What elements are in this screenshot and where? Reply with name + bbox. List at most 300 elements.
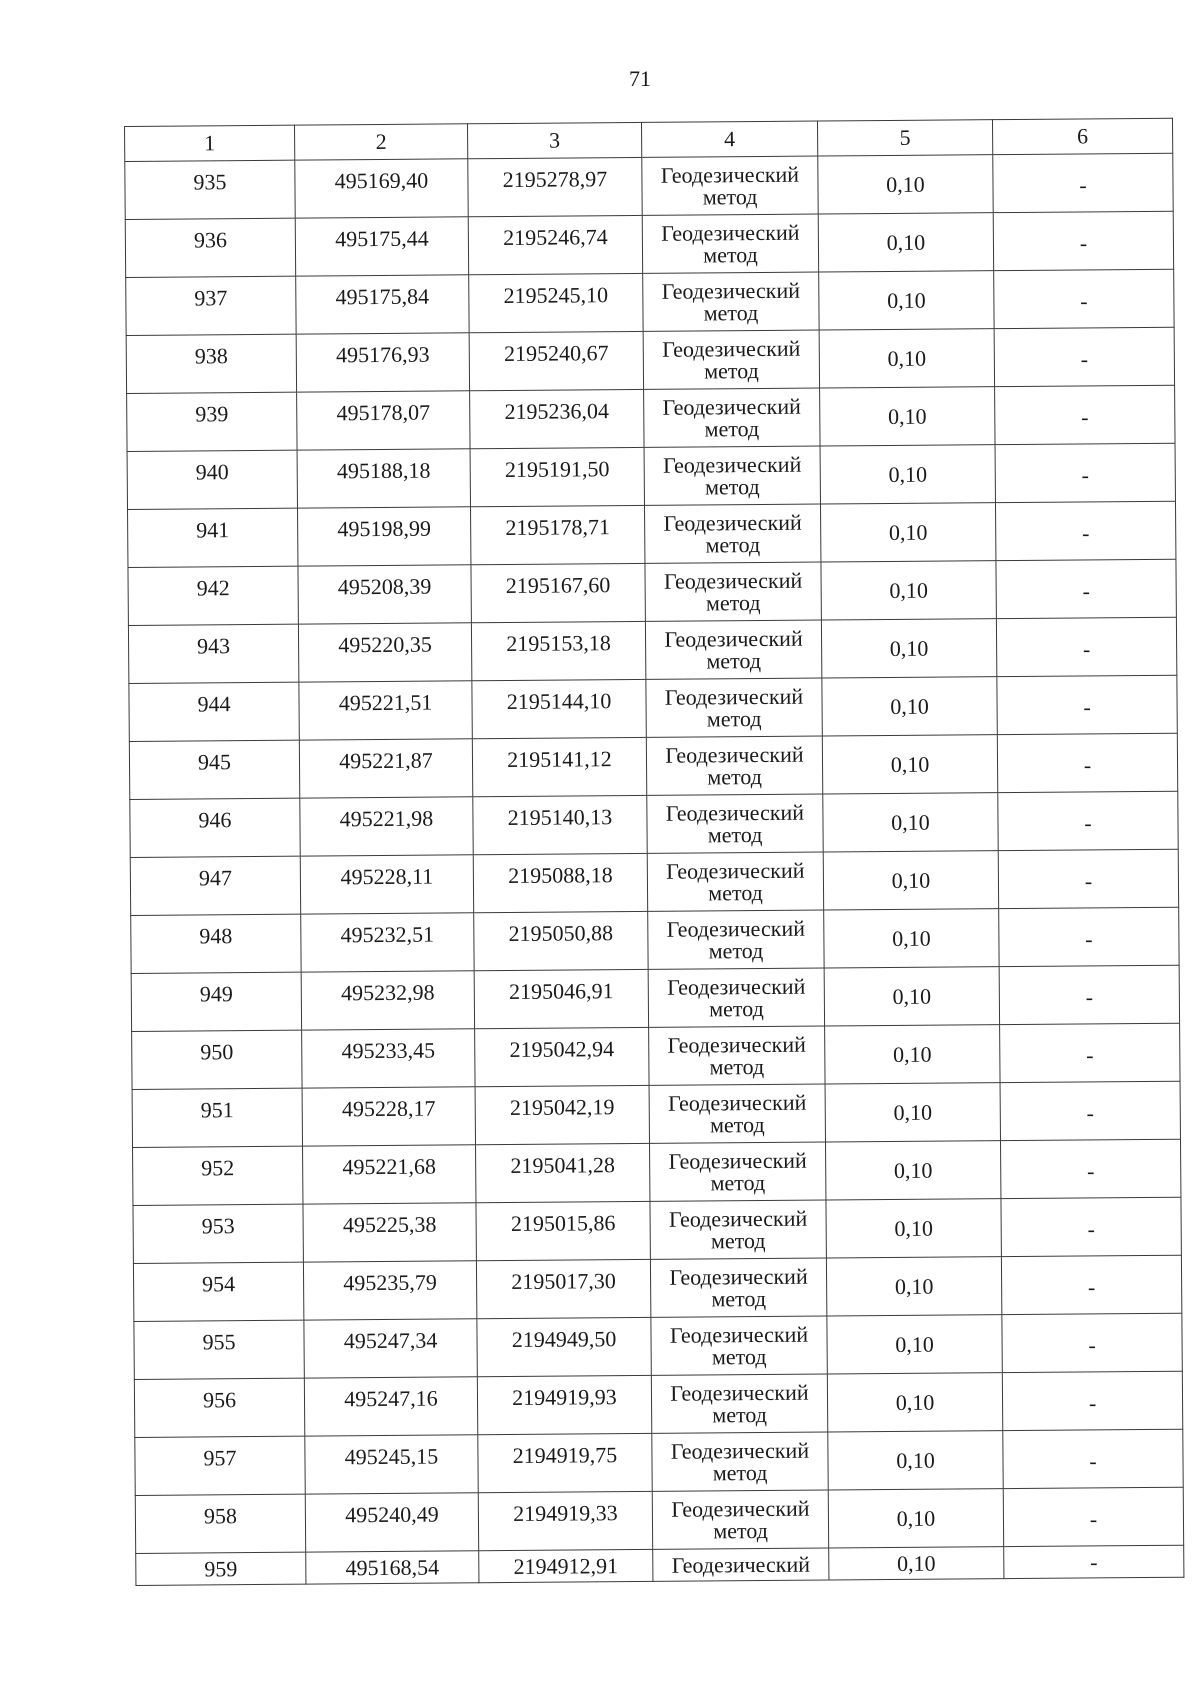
note-value: -: [1086, 1157, 1095, 1183]
method-line-2: метод: [706, 705, 762, 731]
method-line-2: метод: [705, 589, 761, 615]
note-cell: [998, 791, 1178, 850]
method-cell: [644, 504, 820, 563]
x-coordinate-cell: [302, 1029, 475, 1088]
accuracy-cell: [822, 735, 997, 794]
accuracy-value: 0,10: [892, 1041, 932, 1067]
y-coordinate: 2194919,93: [512, 1383, 617, 1410]
y-coordinate: 2195153,18: [506, 629, 611, 656]
y-coordinate-cell: [473, 795, 647, 854]
x-coordinate: 495175,44: [335, 225, 429, 251]
accuracy-cell: [826, 1141, 1001, 1200]
y-coordinate: 2195144,10: [506, 687, 612, 714]
method-line-1: Геодезический: [662, 393, 801, 420]
note-value: -: [1081, 461, 1090, 487]
method-cell: [651, 1316, 827, 1375]
accuracy-cell: [818, 155, 993, 214]
point-number-cell: [130, 798, 300, 857]
accuracy-value: 0,10: [886, 229, 926, 255]
method-cell: [643, 272, 819, 331]
accuracy-cell: [827, 1373, 1002, 1432]
note-value: -: [1082, 635, 1091, 661]
point-number-cell: [125, 218, 295, 277]
method-cell: [643, 330, 819, 389]
accuracy-value: 0,10: [896, 1505, 936, 1531]
x-coordinate: 495168,54: [306, 1551, 479, 1584]
method-line-2: метод: [703, 299, 759, 325]
point-number-cell: [135, 1494, 305, 1553]
y-coordinate: 2195245,10: [503, 281, 609, 308]
x-coordinate: 495247,16: [344, 1385, 438, 1411]
y-coordinate: 2195240,67: [503, 339, 609, 366]
method-cell: [646, 678, 822, 737]
table-row: [129, 675, 1177, 741]
point-number: 950: [200, 1038, 234, 1064]
note-cell: [1000, 1023, 1180, 1082]
note-cell: [994, 327, 1174, 386]
method-line-2: метод: [703, 241, 758, 267]
point-number: 948: [199, 922, 233, 948]
note-value: -: [1082, 577, 1090, 603]
method-cell: [649, 1026, 825, 1085]
point-number: 943: [196, 632, 231, 658]
method-line-1: Геодезический: [664, 683, 804, 710]
point-number: 946: [198, 806, 232, 832]
column-header: 5: [817, 120, 992, 156]
method-line-2: метод: [711, 1343, 767, 1369]
note-value: -: [1087, 1215, 1095, 1241]
method-line-2: метод: [704, 415, 760, 441]
table-row-last: [136, 1545, 1184, 1585]
column-header: 1: [125, 125, 295, 161]
method-line-1: Геодезический: [669, 1321, 809, 1348]
method-line-2: метод: [713, 1517, 768, 1543]
note-cell: [995, 385, 1175, 444]
point-number: 945: [197, 748, 232, 774]
y-coordinate-cell: [475, 1085, 649, 1144]
y-coordinate-cell: [475, 1027, 649, 1086]
point-number: 954: [201, 1270, 236, 1296]
y-coordinate: 2195140,13: [507, 803, 613, 830]
x-coordinate: 495175,84: [335, 283, 430, 309]
y-coordinate-cell: [472, 679, 646, 738]
method-line-1: Геодезический: [670, 1437, 810, 1464]
note-value: -: [1084, 809, 1092, 835]
y-coordinate: 2195167,60: [505, 571, 611, 598]
method-line-1: Геодезический: [662, 451, 802, 478]
x-coordinate: 495188,18: [336, 457, 431, 483]
note-cell: [1003, 1487, 1183, 1546]
point-number-cell: [134, 1320, 304, 1379]
method-line-1: Геодезический: [667, 973, 806, 1000]
point-number: 936: [193, 226, 227, 252]
method-cell: [650, 1258, 826, 1317]
note-cell: [1000, 1081, 1180, 1140]
note-value: -: [1083, 751, 1092, 777]
accuracy-value: 0,10: [894, 1215, 934, 1241]
y-coordinate: 2195246,74: [503, 223, 608, 250]
point-number-cell: [129, 682, 299, 741]
y-coordinate: 2195088,18: [508, 861, 613, 888]
note-cell: [995, 501, 1175, 560]
note-value: -: [1089, 1447, 1097, 1473]
x-coordinate: 495198,99: [337, 515, 432, 541]
point-number: 944: [197, 690, 231, 716]
point-number-cell: [128, 508, 298, 567]
x-coordinate-cell: [303, 1203, 476, 1262]
accuracy-cell: [825, 1083, 1000, 1142]
accuracy-value: 0,10: [829, 1547, 1004, 1580]
accuracy-value: 0,10: [896, 1447, 935, 1473]
table-row: [128, 501, 1176, 567]
y-coordinate-cell: [478, 1491, 652, 1550]
point-number-cell: [133, 1204, 303, 1263]
note-cell: [999, 907, 1179, 966]
method-line-2: метод: [712, 1459, 768, 1485]
method-line-2: метод: [710, 1169, 766, 1195]
accuracy-cell: [821, 619, 996, 678]
method-line-1: Геодезический: [662, 335, 801, 362]
point-number: 955: [202, 1328, 236, 1354]
x-coordinate-cell: [298, 623, 471, 682]
point-number: 939: [195, 400, 229, 426]
x-coordinate-cell: [301, 913, 474, 972]
y-coordinate-cell: [476, 1201, 650, 1260]
method-cell: [642, 156, 818, 215]
y-coordinate-cell: [477, 1317, 651, 1376]
method-line-1: Геодезический: [667, 1031, 806, 1058]
y-coordinate: 2194919,75: [512, 1441, 618, 1468]
method-cell: [648, 968, 824, 1027]
y-coordinate-cell: [473, 853, 647, 912]
accuracy-value: 0,10: [893, 1157, 933, 1183]
accuracy-value: 0,10: [890, 751, 930, 777]
note-value: -: [1080, 287, 1088, 313]
point-number: 937: [194, 284, 228, 310]
x-coordinate: 495228,17: [341, 1095, 436, 1121]
column-header: 2: [294, 124, 467, 160]
point-number: 947: [198, 864, 233, 890]
method-line-1: Геодезический: [653, 1548, 829, 1581]
accuracy-value: 0,10: [887, 345, 927, 371]
x-coordinate-cell: [303, 1261, 476, 1320]
note-value: -: [1081, 519, 1090, 545]
method-line-1: Геодезический: [660, 161, 800, 188]
method-line-1: Геодезический: [663, 567, 803, 594]
table-row: [127, 443, 1175, 509]
method-line-1: Геодезический: [668, 1147, 807, 1174]
y-coordinate-cell: [474, 969, 648, 1028]
accuracy-cell: [819, 329, 994, 388]
column-header: 6: [992, 118, 1172, 154]
y-coordinate: 2195042,94: [509, 1035, 615, 1062]
y-coordinate-cell: [471, 563, 645, 622]
y-coordinate: 2195017,30: [511, 1267, 616, 1294]
table-row: [131, 907, 1179, 973]
note-cell: [994, 269, 1174, 328]
note-value: -: [1079, 171, 1087, 197]
method-line-1: Геодезический: [665, 799, 805, 826]
x-coordinate-cell: [305, 1435, 478, 1494]
y-coordinate-cell: [474, 911, 648, 970]
y-coordinate: 2195050,88: [508, 919, 614, 946]
table-row: [131, 965, 1179, 1031]
accuracy-value: 0,10: [895, 1389, 935, 1415]
table-row: [133, 1197, 1181, 1263]
page-number: 71: [629, 66, 651, 91]
table-row: [129, 733, 1177, 799]
x-coordinate: 495225,38: [342, 1211, 437, 1237]
method-line-1: Геодезический: [670, 1379, 809, 1406]
method-line-2: метод: [709, 1111, 765, 1137]
accuracy-value: 0,10: [888, 519, 928, 545]
x-coordinate-cell: [295, 217, 468, 276]
accuracy-cell: [825, 1025, 1000, 1084]
method-line-2: метод: [706, 647, 762, 673]
x-coordinate-cell: [299, 739, 472, 798]
method-line-2: метод: [711, 1285, 767, 1311]
x-coordinate: 495221,87: [339, 747, 433, 773]
accuracy-value: 0,10: [893, 1099, 933, 1125]
method-line-1: Геодезический: [666, 915, 806, 942]
table-row: [128, 617, 1176, 683]
y-coordinate-cell: [468, 157, 642, 216]
accuracy-cell: [824, 909, 999, 968]
method-line-1: Геодезический: [666, 857, 805, 884]
y-coordinate-cell: [471, 505, 645, 564]
y-coordinate-cell: [476, 1143, 650, 1202]
point-number-cell: [132, 1088, 302, 1147]
note-value: -: [1088, 1331, 1096, 1357]
method-line-2: метод: [702, 183, 758, 209]
table-row: [125, 153, 1173, 219]
y-coordinate-cell: [471, 621, 645, 680]
note-cell: [997, 675, 1177, 734]
note-cell: [1001, 1255, 1181, 1314]
point-number-cell: [127, 392, 297, 451]
x-coordinate: 495232,51: [340, 921, 435, 947]
y-coordinate: 2195046,91: [508, 977, 614, 1004]
method-cell: [646, 736, 822, 795]
table-row: [133, 1255, 1181, 1321]
x-coordinate: 495233,45: [341, 1037, 436, 1063]
point-number-cell: [134, 1378, 304, 1437]
note-cell: [1002, 1371, 1182, 1430]
accuracy-value: 0,10: [887, 403, 927, 429]
accuracy-value: 0,10: [888, 461, 928, 487]
accuracy-value: 0,10: [892, 925, 931, 951]
method-cell: [647, 852, 823, 911]
point-number: 959: [136, 1552, 306, 1585]
accuracy-value: 0,10: [894, 1273, 934, 1299]
accuracy-value: 0,10: [890, 693, 929, 719]
point-number: 935: [193, 168, 227, 194]
point-number-cell: [133, 1146, 303, 1205]
accuracy-value: 0,10: [892, 983, 932, 1009]
x-coordinate: 495169,40: [334, 167, 429, 193]
table-row: [133, 1139, 1181, 1205]
coordinates-table: [124, 118, 1184, 1586]
method-cell: [649, 1084, 825, 1143]
y-coordinate: 2194912,91: [479, 1549, 653, 1582]
note-cell: [995, 443, 1175, 502]
point-number: 951: [200, 1096, 234, 1122]
point-number: 949: [199, 980, 233, 1006]
method-cell: [650, 1142, 826, 1201]
x-coordinate: 495228,11: [340, 863, 434, 889]
method-cell: [644, 446, 820, 505]
note-cell: [993, 211, 1173, 270]
accuracy-cell: [820, 387, 995, 446]
x-coordinate: 495245,15: [344, 1443, 439, 1469]
accuracy-value: 0,10: [891, 809, 930, 835]
point-number-cell: [126, 334, 296, 393]
table-row: [130, 791, 1178, 857]
note-cell: [993, 153, 1173, 212]
x-coordinate-cell: [298, 507, 471, 566]
note-cell: [998, 849, 1178, 908]
accuracy-cell: [818, 213, 993, 272]
method-cell: [652, 1432, 828, 1491]
point-number-cell: [132, 1030, 302, 1089]
table-row: [134, 1371, 1182, 1437]
method-cell: [651, 1374, 827, 1433]
point-number: 956: [202, 1386, 237, 1412]
x-coordinate: 495232,98: [340, 979, 435, 1005]
y-coordinate: 2195278,97: [502, 165, 608, 192]
x-coordinate-cell: [296, 275, 469, 334]
x-coordinate-cell: [299, 681, 472, 740]
y-coordinate-cell: [477, 1375, 651, 1434]
method-line-2: метод: [704, 357, 759, 383]
method-line-2: метод: [710, 1227, 766, 1253]
y-coordinate: 2195041,28: [510, 1151, 616, 1178]
y-coordinate: 2194949,50: [511, 1325, 617, 1352]
method-line-1: Геодезический: [667, 1089, 807, 1116]
accuracy-cell: [823, 793, 998, 852]
x-coordinate: 495208,39: [337, 573, 432, 599]
y-coordinate: 2195042,19: [509, 1093, 615, 1120]
note-value: -: [1081, 403, 1089, 429]
x-coordinate-cell: [300, 855, 473, 914]
y-coordinate-cell: [470, 389, 644, 448]
y-coordinate-cell: [470, 447, 644, 506]
point-number-cell: [131, 914, 301, 973]
point-number: 938: [194, 342, 228, 368]
x-coordinate-cell: [304, 1377, 477, 1436]
accuracy-cell: [828, 1431, 1003, 1490]
accuracy-value: 0,10: [891, 867, 931, 893]
method-cell: [647, 794, 823, 853]
method-line-2: метод: [709, 995, 764, 1021]
method-line-1: Геодезический: [661, 277, 801, 304]
method-cell: [642, 214, 818, 273]
x-coordinate: 495221,68: [342, 1153, 437, 1179]
y-coordinate-cell: [469, 273, 643, 332]
x-coordinate: 495221,51: [338, 689, 433, 715]
y-coordinate: 2195141,12: [507, 745, 612, 772]
table-row: [132, 1081, 1180, 1147]
note-cell: [1003, 1429, 1183, 1488]
table-row: [127, 385, 1175, 451]
y-coordinate-cell: [478, 1433, 652, 1492]
x-coordinate: 495178,07: [336, 399, 431, 425]
method-line-2: метод: [708, 937, 764, 963]
method-line-2: метод: [707, 821, 763, 847]
accuracy-cell: [819, 271, 994, 330]
note-value: -: [1088, 1389, 1097, 1415]
y-coordinate-cell: [476, 1259, 650, 1318]
method-line-1: Геодезический: [661, 219, 800, 246]
point-number-cell: [128, 566, 298, 625]
method-cell: [645, 562, 821, 621]
y-coordinate-cell: [468, 215, 642, 274]
point-number-cell: [130, 856, 300, 915]
x-coordinate-cell: [297, 391, 470, 450]
x-coordinate: 495221,98: [339, 805, 434, 831]
note-value: -: [1085, 925, 1093, 951]
note-value: -: [1083, 693, 1091, 719]
method-line-2: метод: [712, 1401, 768, 1427]
note-value: -: [1086, 1099, 1095, 1125]
table-row: [134, 1313, 1182, 1379]
y-coordinate-cell: [472, 737, 646, 796]
method-line-1: Геодезический: [663, 509, 802, 536]
accuracy-value: 0,10: [895, 1331, 934, 1357]
table-row: [135, 1429, 1183, 1495]
method-line-2: метод: [709, 1053, 765, 1079]
x-coordinate-cell: [304, 1319, 477, 1378]
accuracy-value: 0,10: [889, 577, 929, 603]
note-cell: [999, 965, 1179, 1024]
point-number-cell: [131, 972, 301, 1031]
point-number: 940: [195, 458, 229, 484]
note-value: -: [1080, 345, 1089, 371]
note-cell: [997, 733, 1177, 792]
accuracy-cell: [827, 1315, 1002, 1374]
method-line-2: метод: [708, 879, 763, 905]
x-coordinate: 495235,79: [343, 1269, 437, 1295]
method-cell: [645, 620, 821, 679]
accuracy-value: 0,10: [886, 171, 925, 197]
method-line-1: Геодезический: [671, 1495, 810, 1522]
column-header: 3: [467, 122, 641, 158]
point-number: 942: [196, 574, 230, 600]
point-number: 941: [196, 516, 230, 542]
x-coordinate: 495247,34: [343, 1327, 438, 1353]
method-cell: [652, 1490, 828, 1549]
note-value: -: [1089, 1505, 1098, 1531]
note-cell: [1000, 1139, 1180, 1198]
note-cell: [1002, 1313, 1182, 1372]
point-number-cell: [133, 1262, 303, 1321]
method-line-1: Геодезический: [668, 1205, 808, 1232]
y-coordinate: 2195015,86: [510, 1209, 616, 1236]
note-cell: [996, 559, 1176, 618]
note-value: -: [1086, 1041, 1094, 1067]
x-coordinate-cell: [301, 971, 474, 1030]
point-number: 958: [203, 1502, 238, 1528]
x-coordinate-cell: [302, 1087, 475, 1146]
note-value: -: [1085, 983, 1094, 1009]
accuracy-cell: [826, 1199, 1001, 1258]
table-body: [125, 118, 1184, 1585]
x-coordinate-cell: [305, 1493, 478, 1552]
x-coordinate: 495240,49: [345, 1501, 439, 1527]
method-line-1: Геодезический: [664, 625, 803, 652]
point-number: 953: [201, 1212, 235, 1238]
method-line-1: Геодезический: [669, 1263, 808, 1290]
